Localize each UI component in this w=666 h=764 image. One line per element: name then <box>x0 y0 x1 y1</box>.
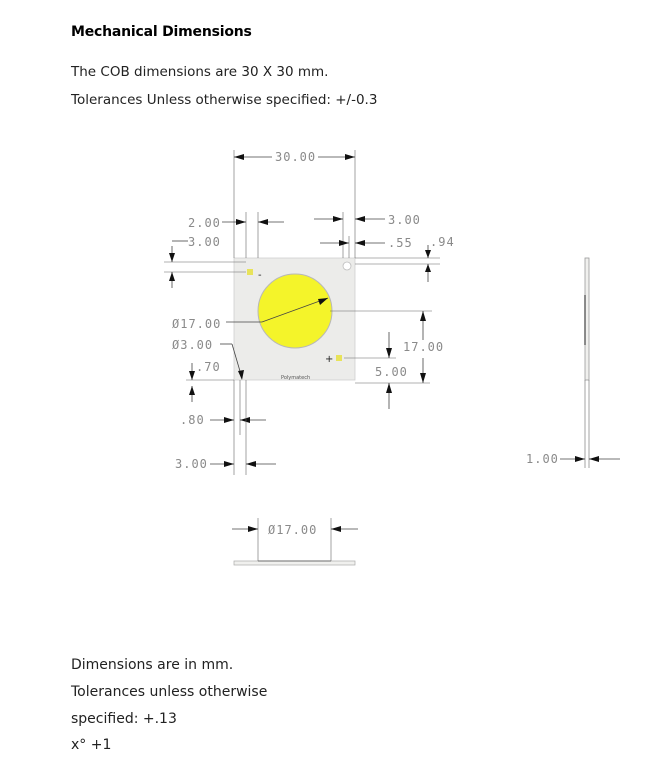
dimension-notes <box>71 652 267 759</box>
dim-hole-diameter: Ø3.00 <box>172 338 214 352</box>
section-heading: Mechanical Dimensions <box>71 24 252 40</box>
dim-small-80: .80 <box>180 413 205 427</box>
plus-symbol: + <box>325 354 334 365</box>
note-line-4: x° +1 <box>71 737 112 754</box>
dim-right-small-2: .94 <box>430 235 455 249</box>
dim-bottom-300: 3.00 <box>175 457 208 471</box>
dim-side-diameter: Ø17.00 <box>268 523 318 537</box>
dim-right-500: 5.00 <box>375 365 408 379</box>
intro-tolerance-text: Tolerances Unless otherwise specified: +/-0.3 <box>71 92 378 108</box>
dim-small-70: .70 <box>196 360 221 374</box>
led-emitter <box>258 274 332 348</box>
mounting-hole <box>343 262 351 270</box>
dim-width: 30.00 <box>275 150 317 164</box>
dim-right-small: .55 <box>388 236 413 250</box>
dim-led-diameter: Ø17.00 <box>172 317 222 331</box>
note-line-3: specified: +.13 <box>71 710 177 727</box>
minus-symbol: - <box>258 270 262 281</box>
dim-left-offset: 2.00 <box>188 216 221 230</box>
pad-negative <box>247 269 253 275</box>
pad-positive <box>336 355 342 361</box>
dim-right-1700: 17.00 <box>403 340 445 354</box>
dim-right-offset: 3.00 <box>388 213 421 227</box>
note-line-2: Tolerances unless otherwise <box>71 683 268 700</box>
note-line-1: Dimensions are in mm. <box>71 657 234 673</box>
dim-left-offset-2: 3.00 <box>188 235 221 249</box>
brand-label: Polymatech <box>281 375 311 381</box>
intro-dimensions-text: The COB dimensions are 30 X 30 mm. <box>71 64 329 80</box>
dim-thickness: 1.00 <box>526 452 559 466</box>
